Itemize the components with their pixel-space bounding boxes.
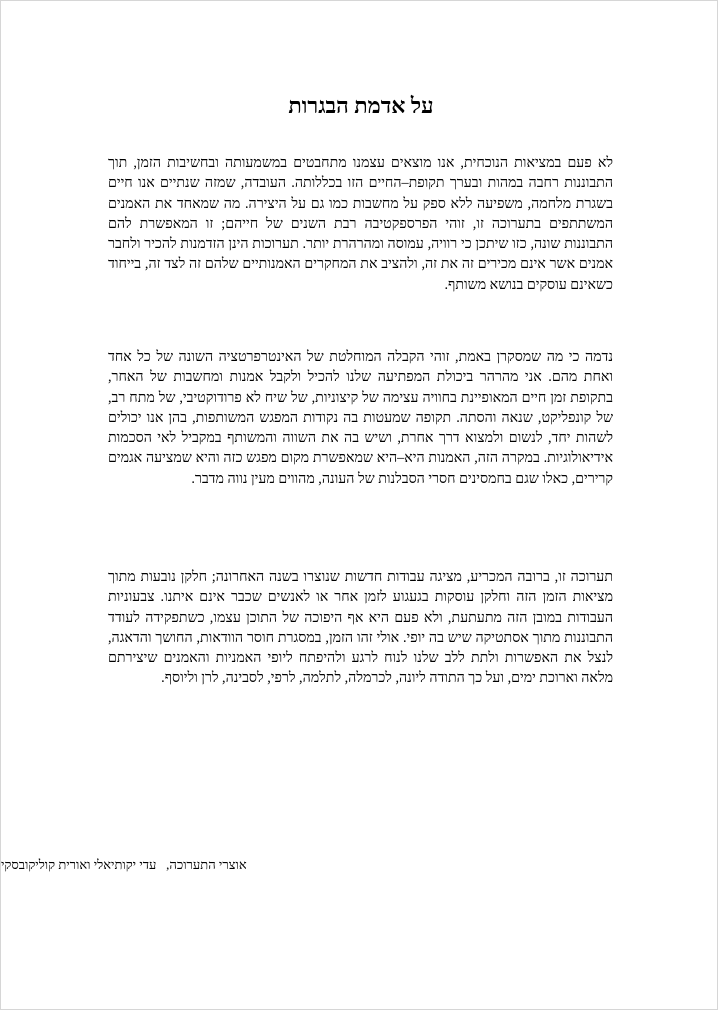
page-title: על אדמת הבגרות <box>288 93 434 118</box>
signature-role: אוצרי התערוכה, <box>166 857 247 872</box>
paragraph-interpretation: נדמה כי מה שמסקרן באמת, זוהי הקבלה המוחלטת של האינטרפרטציה השונה של כל אחד ואחת מהם. אני מהרהר ביכולת המפתיעה שלנו להכיל ולקבל אמנות ומחשבות של האחר, בתקופת זמן חיים המאופיינת בחוויה עצימה של קיצוניות, של שיח לא פרודוקטיבי, של מתח רב, של קונפליקט, שנאה והסתה. תקופה שמעטות בה נקודות המפגש המשותפות, בהן אנו יכולים לשהות יחד, לנשום ולמצוא דרך אחרת, ושיש בה את השווה והמשותף במקביל לאי הסכמות אידיאולוגיות. במקרה הזה, האמנות היא–היא שמאפשרת מקום מפגש כזה והיא שמציעה אגמים קרירים, כאלו שגם בחמסינים חסרי הסבלנות של העונה, מהווים מעין נווה מדבר. <box>108 349 613 487</box>
curators-signature <box>1 857 597 873</box>
paragraph-exhibition: תערוכה זו, ברובה המכריע, מציגה עבודות חדשות שנוצרו בשנה האחרונה; חלקן נובעות מתוך מציאות הזמן הזה וחלקן עוסקות בגעגוע לזמן אחר או לאנשים שכבר אינם איתנו. צבעוניות העבודות במובן הזה מתעתעת, ולא פעם היא אף היפוכה של התוכן עצמו, כשתפקידה לעודד התבוננות מתוך אסתטיקה שיש בה יופי. אולי זהו הזמן, במסגרת חוסר הוודאות, החושך והדאגה, לנצל את האפשרות ולתת ללב שלנו לנוח לרגע ולהיפתח ליופי האמניות והאמנים שיצירתם מלאה וארוכת ימים, ועל כך התודה ליונה, לכרמלה, לתלמה, לרפי, לסבינה, לרן וליוסף. <box>108 569 613 687</box>
signature-names: עדי יקותיאלי ואורית קוליקובסקי <box>1 857 157 872</box>
paragraph-intro: לא פעם במציאות הנוכחית, אנו מוצאים עצמנו מתחבטים במשמעותה ובחשיבות הזמן, תוך התבוננות רחבה במהות ובערך תקופת–החיים הזו בכללותה. העובדה, שמזה שנתיים אנו חיים בשגרת מלחמה, משפיעה ללא ספק על מחשבות כמו גם על היצירה. מה שמאחד את האמנים המשתתפים בתערוכה זו, זוהי הפרספקטיבה רבת השנים של חייהם; זו המאפשרת להם התבוננות שונה, כזו שיתכן כי רוויה, עמוסה ומהרהרת יותר. תערוכות הינן הזדמנות להכיר ולחבר אמנים אשר אינם מכירים זה את זה, ולהציב את המחקרים האמנותיים שלהם זה לצד זה, בייחוד כשאינם עוסקים בנושא משותף. <box>108 155 613 293</box>
